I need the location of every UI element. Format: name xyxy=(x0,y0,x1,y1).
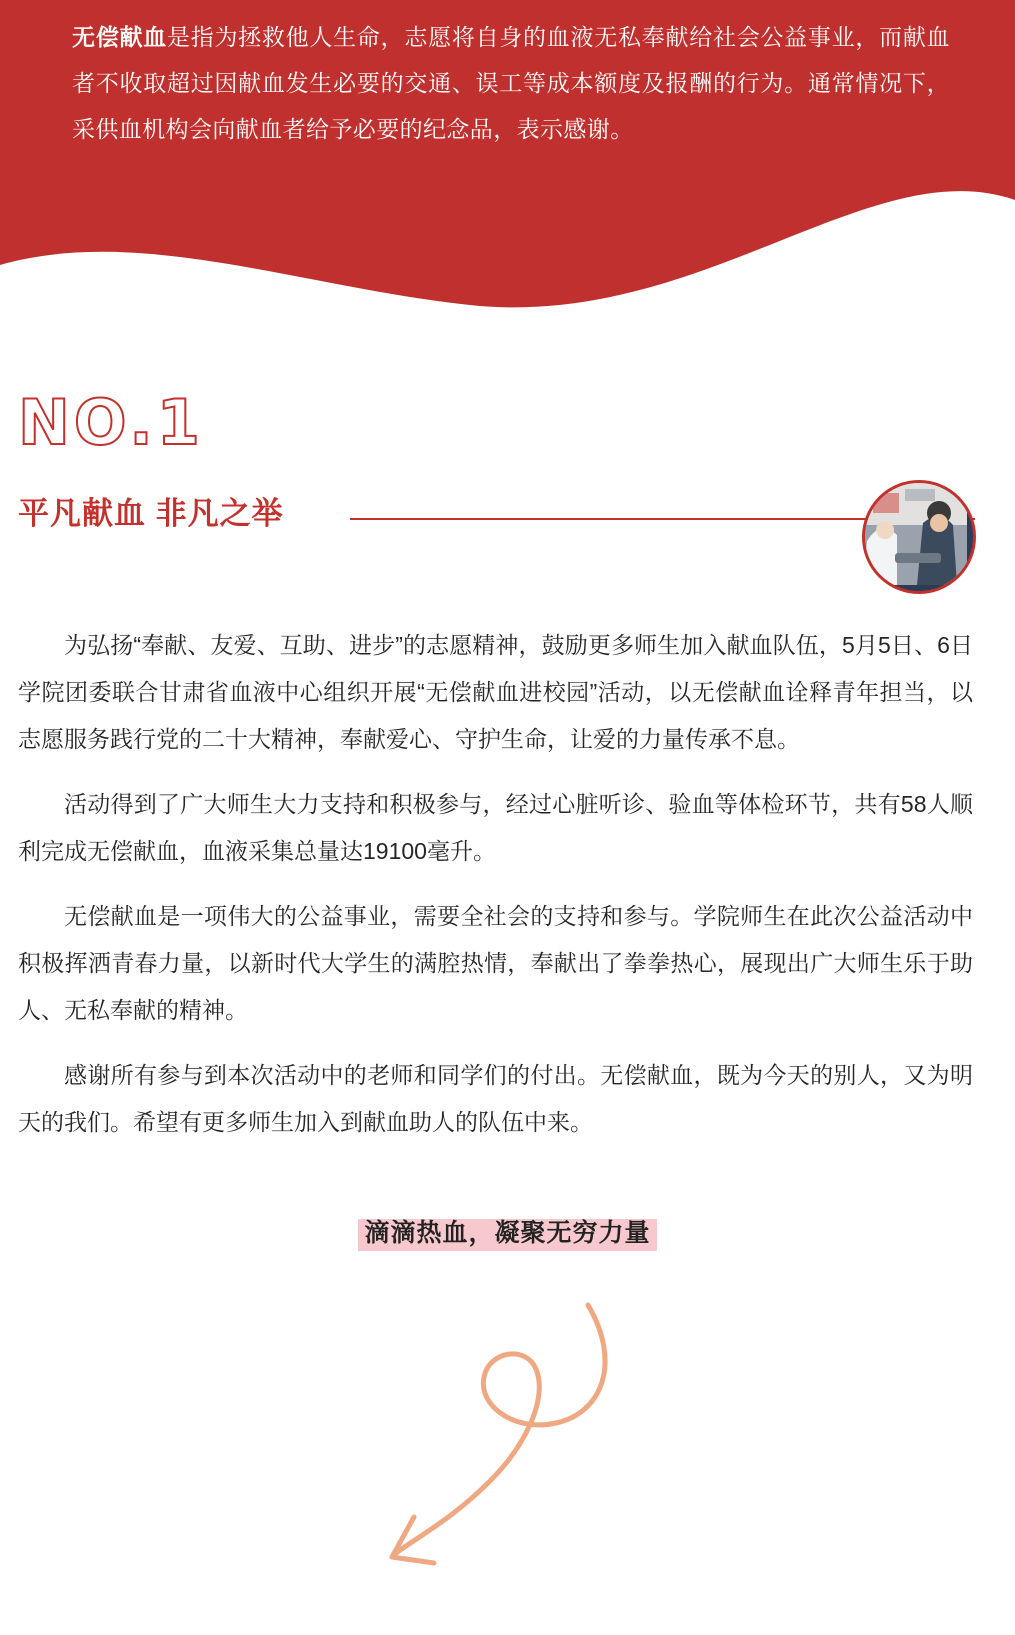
banner-body-text: 是指为拯救他人生命，志愿将自身的血液无私奉献给社会公益事业，而献血者不收取超过因献血发生必要的交通、误工等成本额度及报酬的行为。通常情况下，采供血机构会向献血者给予必要的纪念品，表示感谢。 xyxy=(72,24,951,142)
slogan-highlight: 滴滴热血，凝聚无穷力量 xyxy=(358,1212,656,1251)
banner-paragraph xyxy=(72,14,950,152)
article-paragraph: 无偿献血是一项伟大的公益事业，需要全社会的支持和参与。学院师生在此次公益活动中积极挥洒青春力量，以新时代大学生的满腔热情，奉献出了拳拳热心，展现出广大师生乐于助人、无私奉献的精神。 xyxy=(18,903,973,1023)
page-title: 平凡献血 非凡之举 xyxy=(18,496,284,531)
donation-photo-avatar xyxy=(862,480,976,594)
top-banner xyxy=(0,0,1015,330)
article-paragraph: 活动得到了广大师生大力支持和积极参与，经过心脏听诊、验血等体检环节，共有58人顺利完成无偿献血，血液采集总量达19100毫升。 xyxy=(18,791,973,864)
section-number: NO.1 xyxy=(18,386,204,459)
article-paragraph: 感谢所有参与到本次活动中的老师和同学们的付出。无偿献血，既为今天的别人，又为明天的我们。希望有更多师生加入到献血助人的队伍中来。 xyxy=(18,1062,973,1135)
slogan-container xyxy=(0,1212,1015,1251)
banner-lead-term: 无偿献血 xyxy=(72,24,167,50)
article-paragraph: 为弘扬“奉献、友爱、互助、进步”的志愿精神，鼓励更多师生加入献血队伍，5月5日、6日学院团委联合甘肃省血液中心组织开展“无偿献血进校园”活动，以无偿献血诠释青年担当，以志愿服务践行党的二十大精神，奉献爱心、守护生命，让爱的力量传承不息。 xyxy=(18,632,973,752)
curved-arrow-icon xyxy=(330,1285,650,1625)
article-body xyxy=(18,622,973,1164)
photo-illustration xyxy=(865,483,967,585)
